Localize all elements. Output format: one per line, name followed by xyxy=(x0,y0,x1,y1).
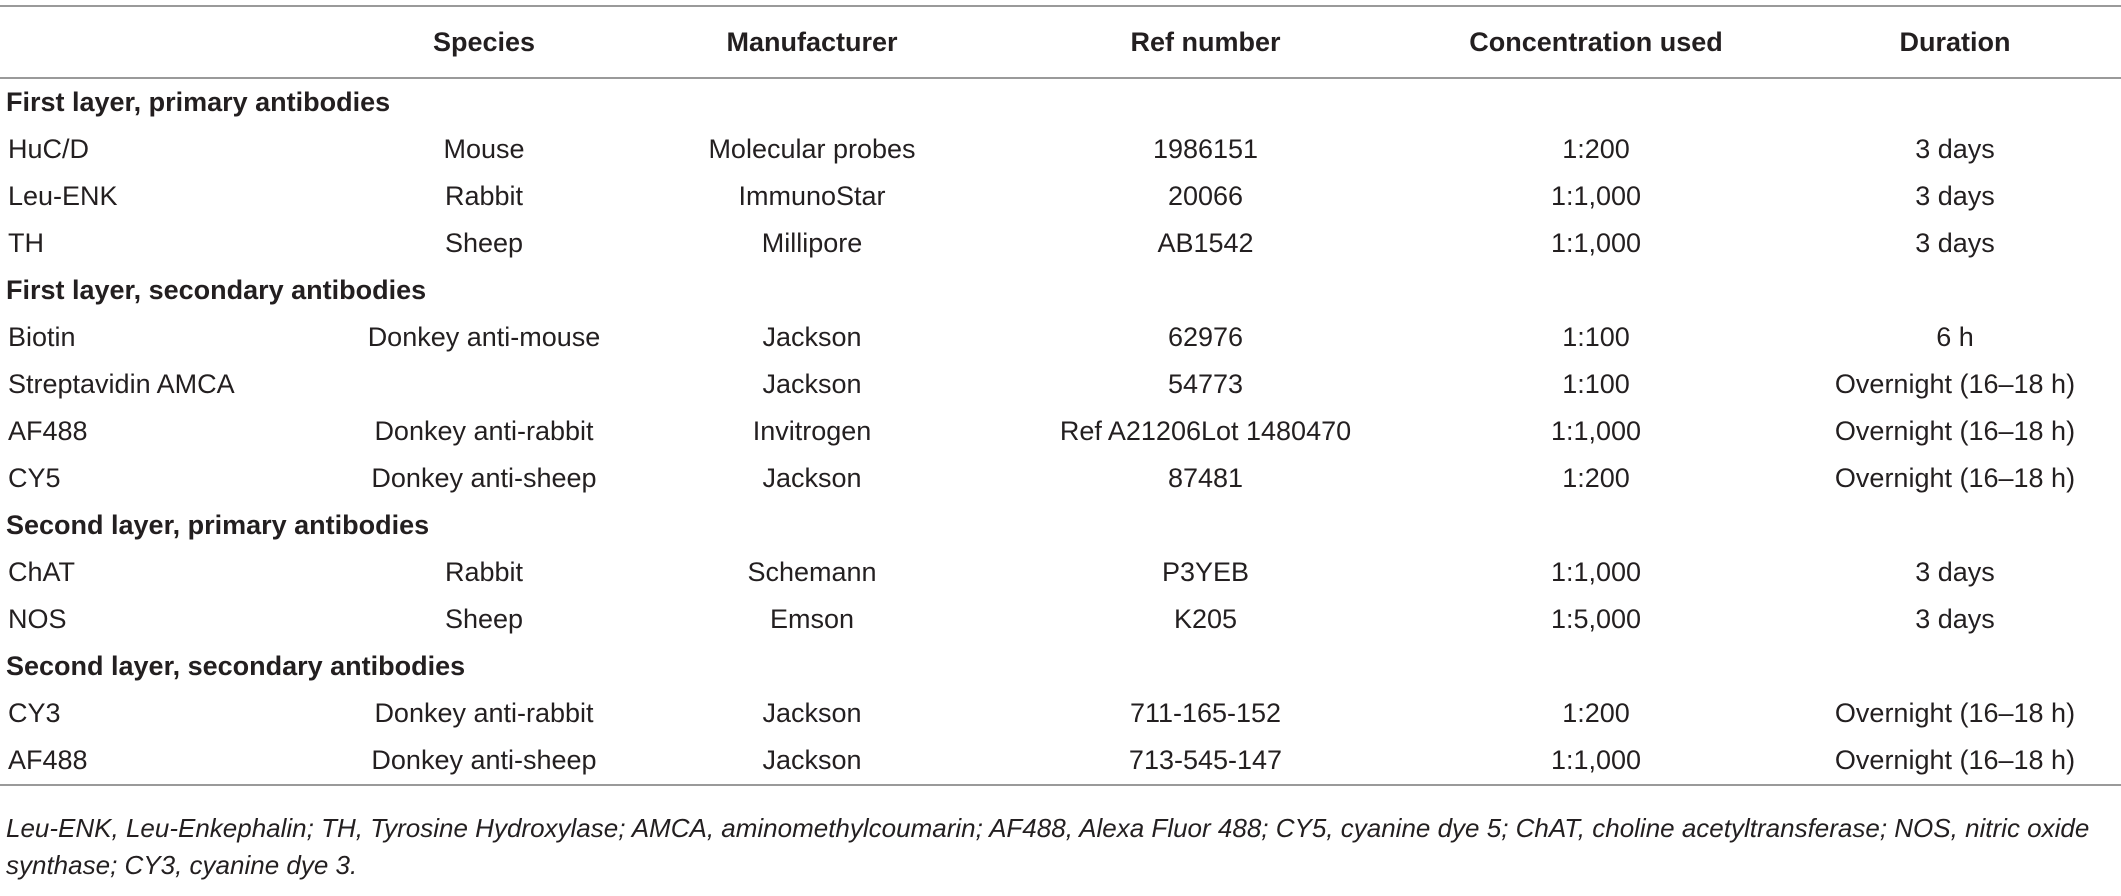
antibody-table xyxy=(0,5,2121,786)
cell-duration: 3 days xyxy=(1915,604,1995,634)
table-body xyxy=(0,78,2121,785)
table-row xyxy=(0,596,2121,643)
table-footnote: Leu-ENK, Leu-Enkephalin; TH, Tyrosine Hydroxylase; AMCA, aminomethylcoumarin; AF488, Alexa Fluor 488; CY5, cyanine dye 5; ChAT, choline acetyltransferase; NOS, nitric oxide synthase; CY3, cyanine dye 3. xyxy=(6,813,2090,880)
cell-duration: 3 days xyxy=(1915,134,1995,164)
cell-species: Donkey anti-sheep xyxy=(371,463,597,493)
table-row xyxy=(0,173,2121,220)
header-row xyxy=(0,6,2121,78)
cell-species: Rabbit xyxy=(444,181,524,211)
cell-antibody-name: CY3 xyxy=(8,698,61,728)
cell-antibody-name: TH xyxy=(8,228,44,258)
cell-antibody-name: Biotin xyxy=(8,322,76,352)
cell-ref-number: 62976 xyxy=(1167,322,1244,352)
header-ref-number: Ref number xyxy=(1130,26,1281,57)
section-row xyxy=(0,643,2121,690)
cell-species: Sheep xyxy=(444,228,524,258)
header-blank xyxy=(0,6,352,78)
cell-antibody-name: NOS xyxy=(8,604,67,634)
cell-manufacturer: Jackson xyxy=(762,369,862,399)
cell-antibody-name: AF488 xyxy=(8,745,88,775)
cell-manufacturer: ImmunoStar xyxy=(738,181,886,211)
cell-manufacturer: Jackson xyxy=(762,698,862,728)
cell-manufacturer: Schemann xyxy=(747,557,877,587)
header-species: Species xyxy=(432,26,536,57)
cell-manufacturer: Jackson xyxy=(762,745,862,775)
cell-duration: 6 h xyxy=(1936,322,1974,352)
cell-antibody-name: CY5 xyxy=(8,463,61,493)
header-concentration: Concentration used xyxy=(1469,26,1723,57)
cell-manufacturer: Jackson xyxy=(762,463,862,493)
section-title: First layer, primary antibodies xyxy=(6,87,391,117)
header-duration: Duration xyxy=(1899,26,2011,57)
cell-manufacturer: Molecular probes xyxy=(708,134,916,164)
cell-duration: 3 days xyxy=(1915,228,1995,258)
table-row xyxy=(0,737,2121,785)
cell-ref-number: 711-165-152 xyxy=(1129,698,1282,728)
cell-ref-number: P3YEB xyxy=(1161,557,1250,587)
cell-concentration: 1:1,000 xyxy=(1550,228,1642,258)
table-row xyxy=(0,220,2121,267)
cell-antibody-name: ChAT xyxy=(8,557,76,587)
cell-species: Donkey anti-mouse xyxy=(367,322,601,352)
cell-ref-number: AB1542 xyxy=(1157,228,1254,258)
cell-concentration: 1:1,000 xyxy=(1550,181,1642,211)
cell-duration: Overnight (16–18 h) xyxy=(1834,745,2076,775)
cell-species xyxy=(352,361,616,408)
cell-concentration: 1:200 xyxy=(1562,698,1630,728)
cell-species: Donkey anti-sheep xyxy=(371,745,597,775)
cell-ref-number: 87481 xyxy=(1167,463,1244,493)
cell-concentration: 1:5,000 xyxy=(1550,604,1642,634)
cell-ref-number: Ref A21206Lot 1480470 xyxy=(1059,416,1352,446)
cell-species: Mouse xyxy=(443,134,525,164)
cell-ref-number: 1986151 xyxy=(1152,134,1259,164)
cell-species: Sheep xyxy=(444,604,524,634)
cell-antibody-name: Leu-ENK xyxy=(8,181,118,211)
cell-ref-number: K205 xyxy=(1173,604,1238,634)
cell-antibody-name: AF488 xyxy=(8,416,88,446)
cell-concentration: 1:200 xyxy=(1562,463,1630,493)
cell-antibody-name: HuC/D xyxy=(8,134,90,164)
table-row xyxy=(0,690,2121,737)
table-header xyxy=(0,6,2121,78)
cell-species: Donkey anti-rabbit xyxy=(374,698,594,728)
table-row xyxy=(0,549,2121,596)
cell-manufacturer: Millipore xyxy=(761,228,863,258)
section-title: Second layer, primary antibodies xyxy=(6,510,430,540)
cell-species: Donkey anti-rabbit xyxy=(374,416,594,446)
section-title: First layer, secondary antibodies xyxy=(6,275,427,305)
cell-manufacturer: Jackson xyxy=(762,322,862,352)
cell-duration: Overnight (16–18 h) xyxy=(1834,463,2076,493)
cell-duration: 3 days xyxy=(1915,181,1995,211)
cell-duration: Overnight (16–18 h) xyxy=(1834,698,2076,728)
table-row xyxy=(0,361,2121,408)
cell-species: Rabbit xyxy=(444,557,524,587)
header-manufacturer: Manufacturer xyxy=(726,26,898,57)
cell-concentration: 1:100 xyxy=(1562,369,1630,399)
cell-duration: Overnight (16–18 h) xyxy=(1834,416,2076,446)
cell-duration: Overnight (16–18 h) xyxy=(1834,369,2076,399)
cell-concentration: 1:100 xyxy=(1562,322,1630,352)
cell-manufacturer: Emson xyxy=(769,604,855,634)
cell-concentration: 1:200 xyxy=(1562,134,1630,164)
section-title: Second layer, secondary antibodies xyxy=(6,651,466,681)
table-row xyxy=(0,455,2121,502)
cell-concentration: 1:1,000 xyxy=(1550,745,1642,775)
table-row xyxy=(0,126,2121,173)
cell-duration: 3 days xyxy=(1915,557,1995,587)
cell-ref-number: 54773 xyxy=(1167,369,1244,399)
section-row xyxy=(0,502,2121,549)
cell-ref-number: 20066 xyxy=(1167,181,1244,211)
cell-concentration: 1:1,000 xyxy=(1550,557,1642,587)
cell-antibody-name: Streptavidin AMCA xyxy=(8,369,235,399)
table-row xyxy=(0,408,2121,455)
cell-manufacturer: Invitrogen xyxy=(752,416,872,446)
cell-concentration: 1:1,000 xyxy=(1550,416,1642,446)
section-row xyxy=(0,78,2121,126)
section-row xyxy=(0,267,2121,314)
cell-ref-number: 713-545-147 xyxy=(1128,745,1283,775)
table-row xyxy=(0,314,2121,361)
